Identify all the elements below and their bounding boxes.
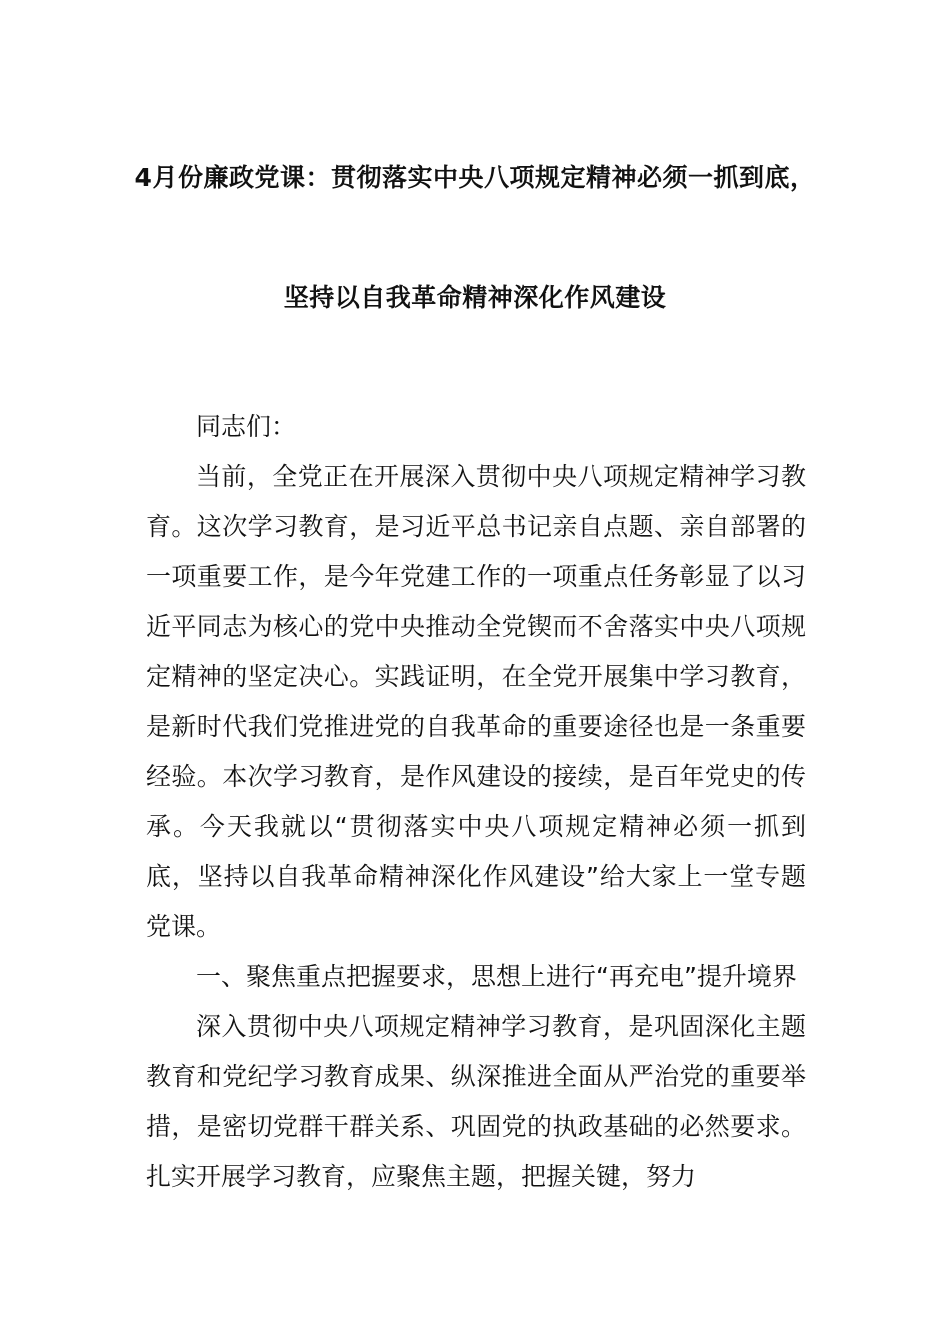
greeting: 同志们：	[196, 412, 297, 441]
paragraph-section-1: 深入贯彻中央八项规定精神学习教育，是巩固深化主题教育和党纪学习教育成果、纵深推进全面从严治党的重要举措，是密切党群干群关系、巩固党的执政基础的必然要求。扎实开展学习教育，应聚焦主题，把握关键，努力	[146, 1012, 806, 1191]
document-title-line-1: 4月份廉政党课：贯彻落实中央八项规定精神必须一抓到底，	[134, 163, 816, 192]
section-heading-1: 一、聚焦重点把握要求，思想上进行“再充电”提升境界	[196, 962, 797, 991]
document-title-line-2: 坚持以自我革命精神深化作风建设	[283, 283, 667, 312]
document-body	[146, 402, 806, 1202]
paragraph-intro: 当前，全党正在开展深入贯彻中央八项规定精神学习教育。这次学习教育，是习近平总书记亲自点题、亲自部署的一项重要工作，是今年党建工作的一项重点任务彰显了以习近平同志为核心的党中央推动全党锲而不舍落实中央八项规定精神的坚定决心。实践证明，在全党开展集中学习教育，是新时代我们党推进党的自我革命的重要途径也是一条重要经验。本次学习教育，是作风建设的接续，是百年党史的传承。今天我就以“贯彻落实中央八项规定精神必须一抓到底，坚持以自我革命精神深化作风建设”给大家上一堂专题党课。	[146, 462, 806, 941]
